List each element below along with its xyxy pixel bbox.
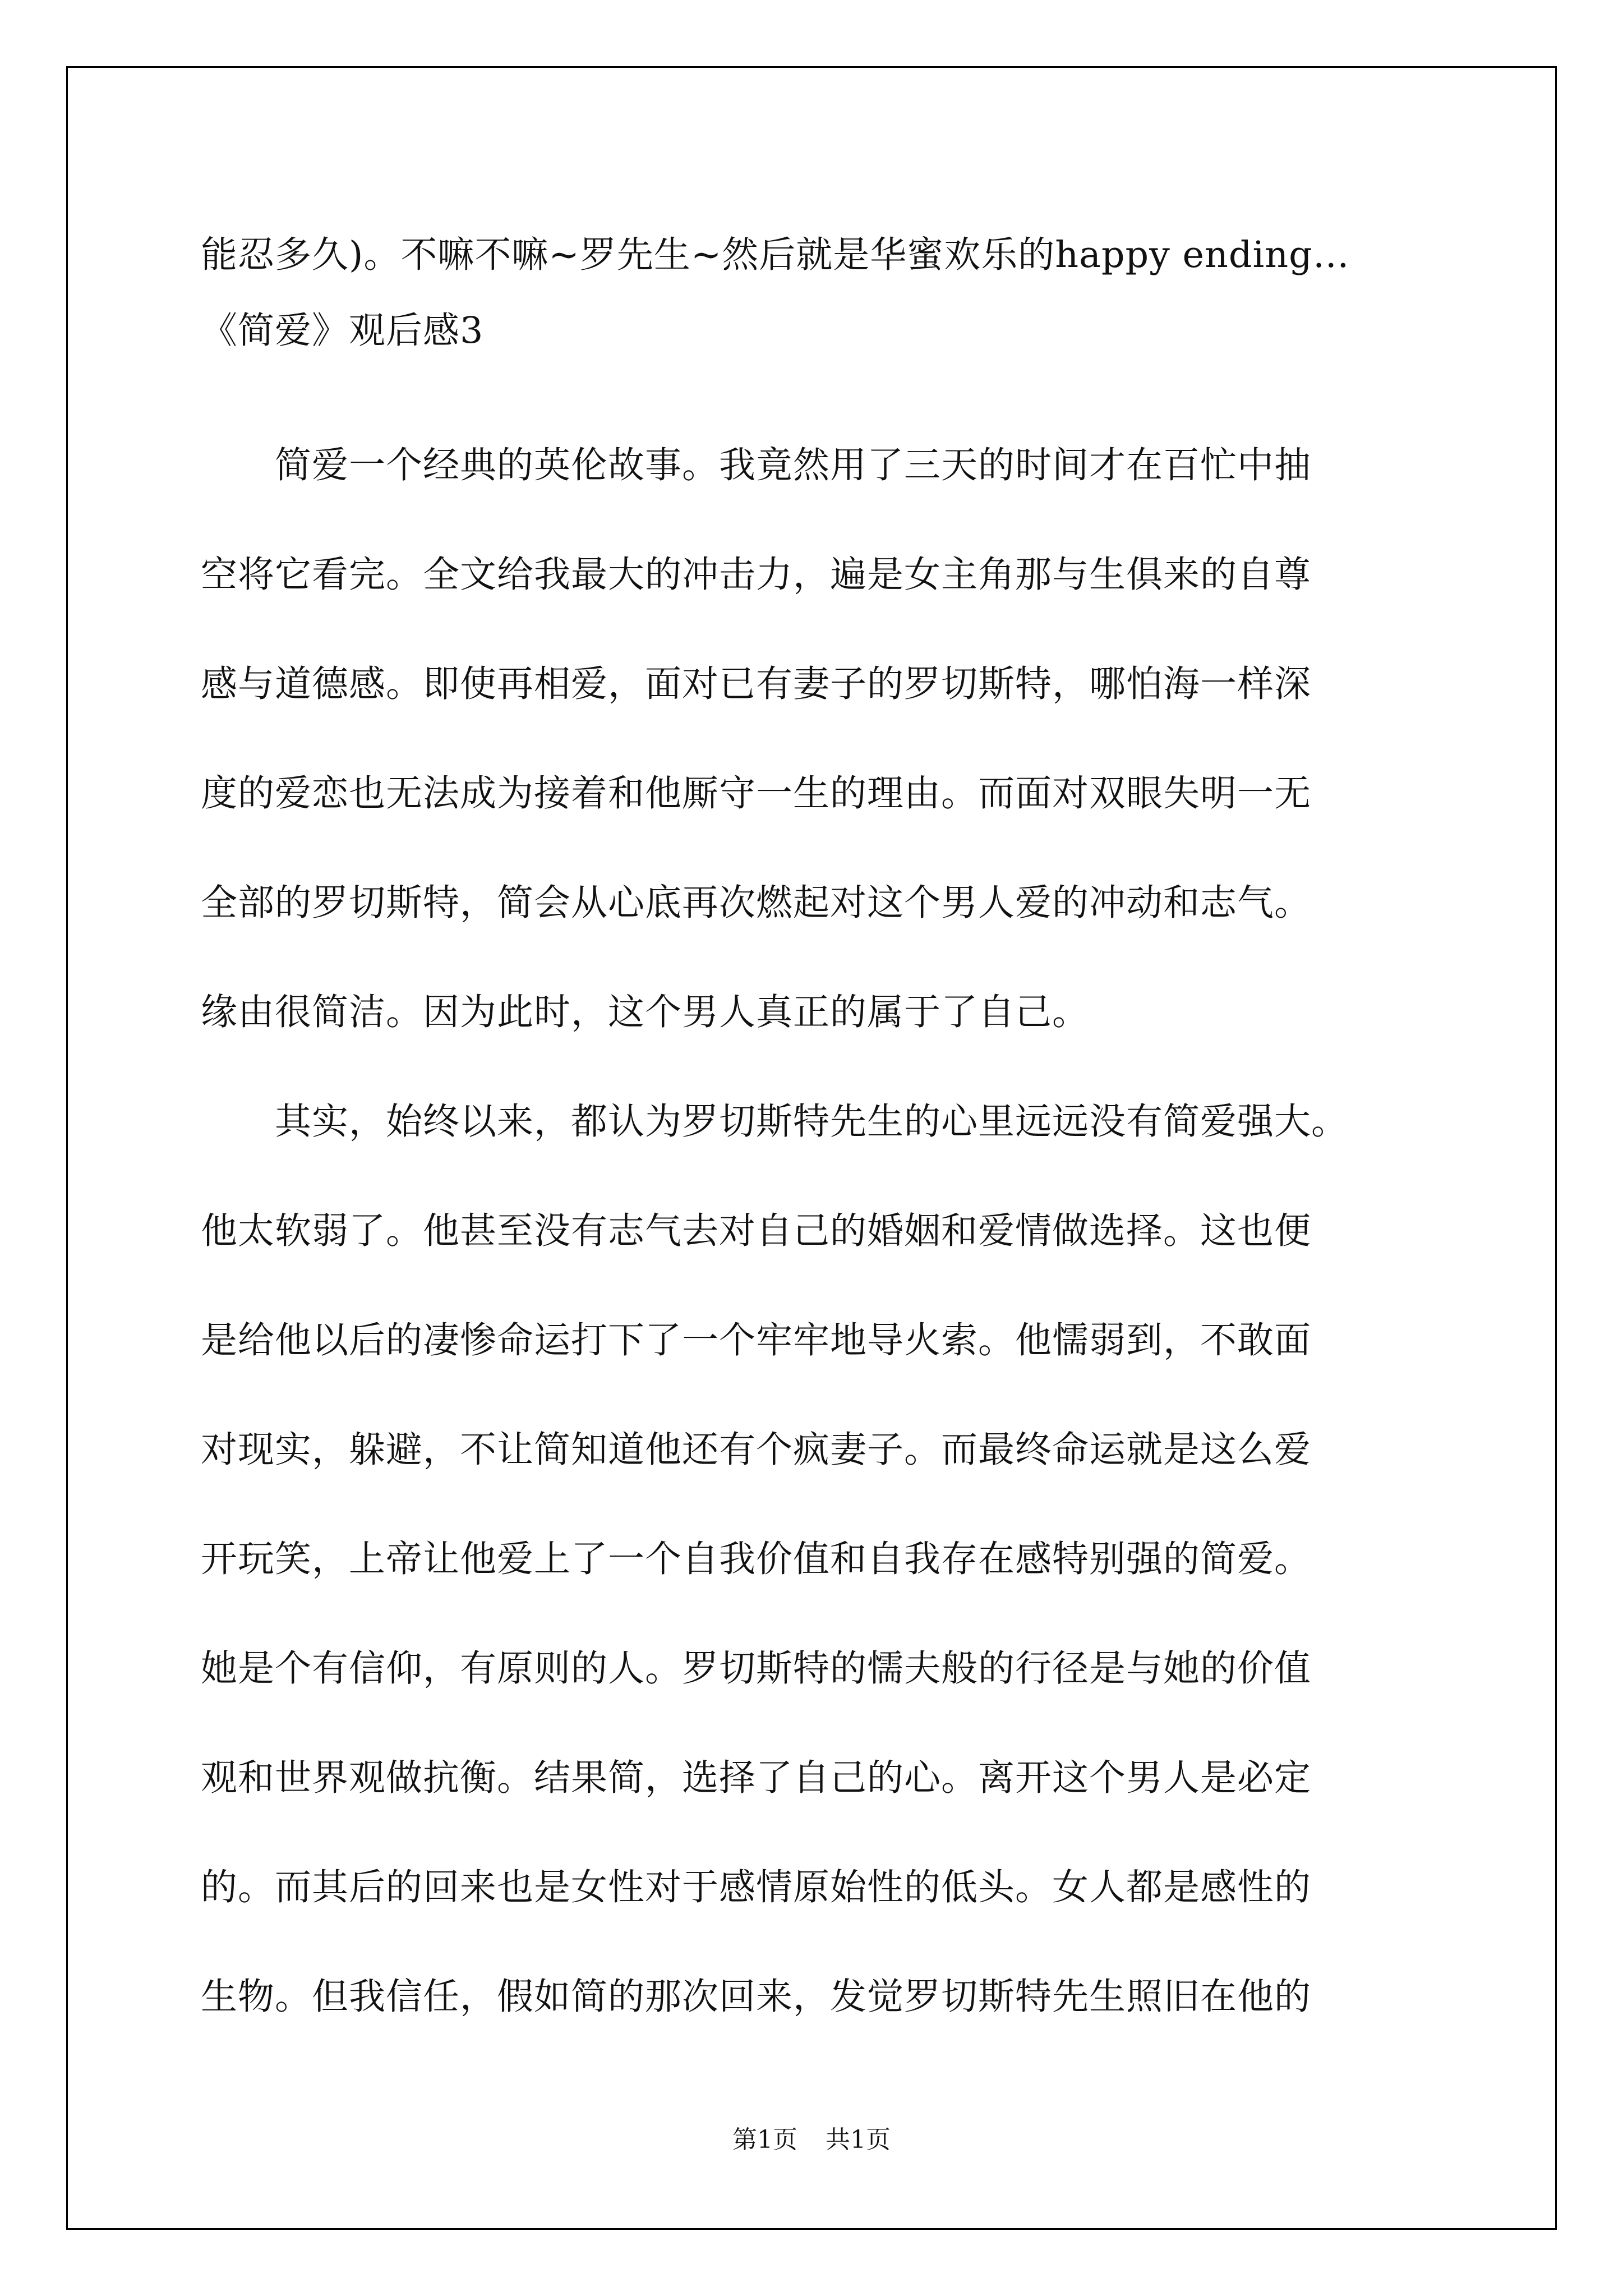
text-line: 的。而其后的回来也是女性对于感情原始性的低头。女人都是感性的 [201, 1866, 1312, 1908]
text-line: 度的爱恋也无法成为接着和他厮守一生的理由。而面对双眼失明一无 [201, 772, 1312, 815]
section-heading: 《简爱》观后感3 [201, 310, 484, 352]
text-line: 其实，始终以来，都认为罗切斯特先生的心里远远没有简爱强大。 [201, 1101, 1349, 1143]
text-line: 空将它看完。全文给我最大的冲击力，遍是女主角那与生俱来的自尊 [201, 554, 1312, 596]
page-number: 第1页 [732, 2125, 797, 2154]
text-line: 全部的罗切斯特，简会从心底再次燃起对这个男人爱的冲动和志气。 [201, 882, 1312, 924]
text-line: 简爱一个经典的英伦故事。我竟然用了三天的时间才在百忙中抽 [201, 444, 1312, 486]
page-total: 共1页 [826, 2125, 891, 2154]
text-line: 她是个有信仰，有原则的人。罗切斯特的懦夫般的行径是与她的价值 [201, 1648, 1312, 1690]
text-line: 对现实，躲避，不让简知道他还有个疯妻子。而最终命运就是这么爱 [201, 1429, 1312, 1471]
text-line: 生物。但我信任，假如简的那次回来，发觉罗切斯特先生照旧在他的 [201, 1976, 1312, 2018]
page-footer [0, 2123, 1623, 2157]
text-line: 能忍多久)。不嘛不嘛~罗先生~然后就是华蜜欢乐的happy ending… [201, 234, 1350, 276]
text-line: 他太软弱了。他甚至没有志气去对自己的婚姻和爱情做选择。这也便 [201, 1210, 1312, 1252]
text-line: 观和世界观做抗衡。结果简，选择了自己的心。离开这个男人是必定 [201, 1757, 1312, 1799]
text-line: 感与道德感。即使再相爱，面对已有妻子的罗切斯特，哪怕海一样深 [201, 663, 1312, 705]
text-line: 是给他以后的凄惨命运打下了一个牢牢地导火索。他懦弱到，不敢面 [201, 1319, 1312, 1361]
text-line: 缘由很简洁。因为此时，这个男人真正的属于了自己。 [201, 991, 1090, 1033]
text-line: 开玩笑，上帝让他爱上了一个自我价值和自我存在感特别强的简爱。 [201, 1538, 1312, 1580]
